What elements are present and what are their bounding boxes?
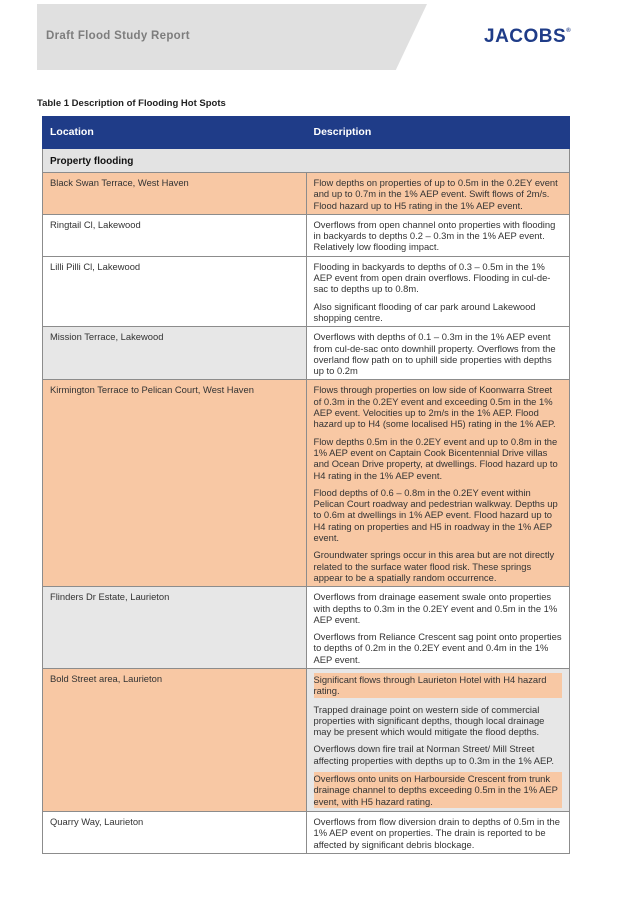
description-paragraph: Flood depths of 0.6 – 0.8m in the 0.2EY event within Pelican Court roadway and pedestrian walkway. Depths up to 0.6m at dwellings in 1% AEP event. Flood hazard up to H4 rating on properties and H5 in roadway in the 1% AEP event. bbox=[313, 486, 558, 544]
flooding-hot-spots-table bbox=[42, 116, 570, 854]
description-paragraph: Overflows from drainage easement swale onto properties with depths to 0.3m in the 0.2EY event and 0.5m in the 1% AEP event. bbox=[313, 591, 558, 625]
location-cell: Black Swan Terrace, West Haven bbox=[43, 173, 307, 215]
table-row bbox=[43, 668, 570, 811]
table-row bbox=[43, 256, 570, 326]
description-cell bbox=[306, 380, 570, 587]
table-header-row bbox=[43, 117, 570, 149]
description-paragraph: Flow depths on properties of up to 0.5m in the 0.2EY event and up to 0.7m in the 1% AEP event. Swift flows of 2m/s. Flood hazard up to H5 rating in the 1% AEP event. bbox=[313, 177, 558, 211]
description-cell bbox=[306, 173, 570, 215]
location-cell: Mission Terrace, Lakewood bbox=[43, 327, 307, 380]
table-row bbox=[43, 173, 570, 215]
description-paragraph: Overflows with depths of 0.1 – 0.3m in the 1% AEP event from cul-de-sac onto downhill property. Overflows from the overland flow path on to uphill side properties with depths up to 0.2m bbox=[313, 331, 556, 377]
description-paragraph: Overflows onto units on Harbourside Crescent from trunk drainage channel to depths exceeding 0.5m in the 1% AEP event, with H5 hazard rating. bbox=[314, 772, 563, 808]
location-cell: Flinders Dr Estate, Laurieton bbox=[43, 587, 307, 669]
description-paragraph: Flows through properties on low side of Koonwarra Street of 0.3m in the 0.2EY event and exceeding 0.5m in the 1% AEP event. Velocities up to 2m/s in the 1% AEP. Flood hazard up to H4 (some localised H5) rating in the 1% AEP. bbox=[313, 384, 556, 430]
column-header-location: Location bbox=[43, 117, 307, 149]
table-row bbox=[43, 811, 570, 853]
report-title: Draft Flood Study Report bbox=[46, 30, 190, 42]
description-cell bbox=[306, 256, 570, 326]
table-row bbox=[43, 380, 570, 587]
table-caption: Table 1 Description of Flooding Hot Spots bbox=[37, 98, 226, 109]
description-cell bbox=[306, 214, 570, 256]
location-cell: Kirmington Terrace to Pelican Court, West Haven bbox=[43, 380, 307, 587]
column-header-description: Description bbox=[306, 117, 570, 149]
location-cell: Bold Street area, Laurieton bbox=[43, 668, 307, 811]
description-paragraph: Groundwater springs occur in this area but are not directly related to the surface water flood risk. These springs appear to be a spatially random occurrence. bbox=[313, 549, 555, 583]
table-row bbox=[43, 327, 570, 380]
description-paragraph: Flow depths 0.5m in the 0.2EY event and up to 0.8m in the 1% AEP event on Captain Cook Bicentennial Drive villas and Ocean Drive property, at dwellings. Flood hazard up to H4 rating in the 1% AEP event. bbox=[313, 435, 558, 481]
jacobs-logo bbox=[484, 26, 571, 48]
description-cell bbox=[306, 327, 570, 380]
location-cell: Lilli Pilli Cl, Lakewood bbox=[43, 256, 307, 326]
table-row bbox=[43, 214, 570, 256]
description-paragraph: Overflows down fire trail at Norman Street/ Mill Street affecting properties with depths up to 0.3m in the 1% AEP. bbox=[314, 743, 563, 766]
location-cell: Ringtail Cl, Lakewood bbox=[43, 214, 307, 256]
description-paragraph: Overflows from open channel onto properties with flooding in backyards to depths 0.2 – 0.3m in the 1% AEP event. Relatively low flooding impact. bbox=[313, 218, 556, 253]
description-cell bbox=[306, 587, 570, 669]
description-paragraph: Significant flows through Laurieton Hotel with H4 hazard rating. bbox=[314, 673, 563, 698]
description-paragraph: Trapped drainage point on western side of commercial properties with significant depths, though local drainage may be present which would mitigate the flood depths. bbox=[314, 704, 563, 738]
location-cell: Quarry Way, Laurieton bbox=[43, 811, 307, 853]
description-cell bbox=[306, 668, 570, 811]
description-paragraph: Flooding in backyards to depths of 0.3 – 0.5m in the 1% AEP event from open drain overflows. Flooding in cul-de-sac to depths up to 0.8m. bbox=[313, 260, 551, 295]
description-paragraph: Also significant flooding of car park around Lakewood shopping centre. bbox=[313, 300, 536, 323]
logo-text: JACOBS bbox=[484, 26, 567, 47]
logo-registered-mark: ® bbox=[566, 28, 572, 34]
table-row bbox=[43, 587, 570, 669]
section-label: Property flooding bbox=[43, 149, 570, 173]
description-paragraph: Overflows from Reliance Crescent sag point onto properties to depths of 0.2m in the 0.2EY event and 0.4m in the 1% AEP event. bbox=[313, 631, 562, 665]
description-cell bbox=[306, 811, 570, 853]
description-paragraph: Overflows from flow diversion drain to depths of 0.5m in the 1% AEP event on properties. The drain is reported to be affected by significant debris blockage. bbox=[313, 815, 560, 850]
section-row bbox=[43, 149, 570, 173]
